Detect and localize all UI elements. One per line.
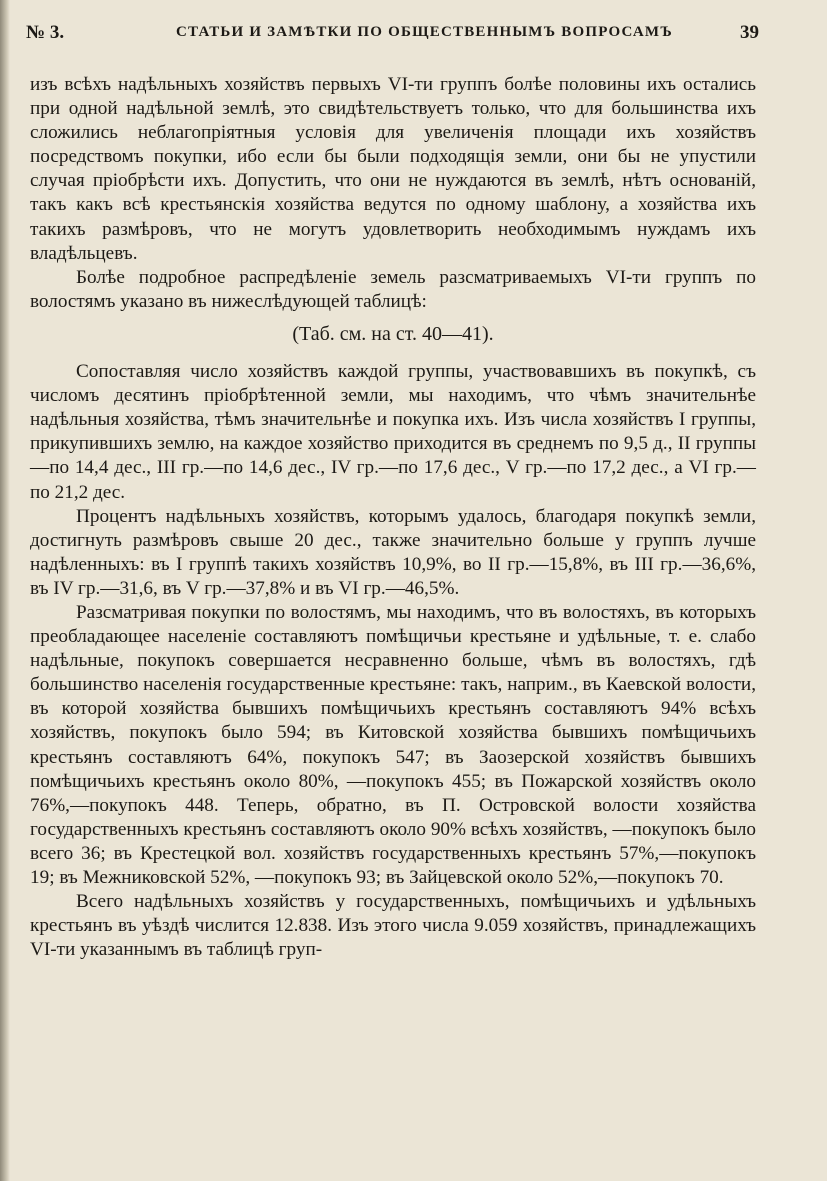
page-binding-edge (0, 0, 10, 1181)
body-text (30, 73, 756, 962)
paragraph: Всего надѣльныхъ хозяйствъ у государственныхъ, помѣщичьихъ и удѣльныхъ крестьянъ въ уѣздѣ числится 12.838. Изъ этого числа 9.059 хозяйствъ, принадлежащихъ VI-ти указаннымъ въ таблицѣ груп- (30, 891, 756, 961)
paragraph: изъ всѣхъ надѣльныхъ хозяйствъ первыхъ VI-ти группъ болѣе половины ихъ остались при одной надѣльной землѣ, это свидѣтельствуетъ только, что для большинства ихъ сложились неблагопріятныя условія для увеличенія площади ихъ хозяйствъ посредствомъ покупки, ибо если бы были подходящія земли, они бы не упустили случая пріобрѣсти ихъ. Допустить, что они не нуждаются въ землѣ, нѣтъ основаній, такъ какъ всѣ крестьянскія хозяйства ведутся по одному шаблону, а хозяйства ихъ такихъ размѣровъ, что не могутъ удовлетворить необходимымъ нуждамъ ихъ владѣльцевъ. (30, 74, 756, 264)
page-number: 39 (740, 22, 759, 43)
paragraph: Разсматривая покупки по волостямъ, мы находимъ, что въ волостяхъ, въ которыхъ преобладающее населеніе составляютъ помѣщичьи крестьяне и удѣльные, т. е. слабо надѣльные, покупокъ совершается несравненно больше, чѣмъ въ волостяхъ, гдѣ большинство населенія государственные крестьяне: такъ, наприм., въ Каевской волости, въ которой хозяйства бывшихъ помѣщичьихъ крестьянъ составляютъ 94% всѣхъ хозяйствъ, покупокъ было 594; въ Китовской хозяйства бывшихъ помѣщичьихъ крестьянъ составляютъ 64%, покупокъ 547; въ Заозерской хозяйствъ бывшихъ помѣщичьихъ крестьянъ около 80%, —покупокъ 455; въ Пожарской хозяйствъ около 76%,—покупокъ 448. Теперь, обратно, въ П. Островской волости хозяйства государственныхъ крестьянъ составляютъ около 90% всѣхъ хозяйствъ, —покупокъ было всего 36; въ Крестецкой вол. хозяйствъ государственныхъ крестьянъ 57%,—покупокъ 19; въ Межниковской 52%, —покупокъ 93; въ Зайцевской около 52%,—покупокъ 70. (30, 601, 756, 888)
paragraph: Сопоставляя число хозяйствъ каждой группы, участвовавшихъ въ покупкѣ, съ числомъ десятинъ пріобрѣтенной земли, мы находимъ, что чѣмъ значительнѣе надѣльныя хозяйства, тѣмъ значительнѣе и покупка ихъ. Изъ числа хозяйствъ I группы, прикупившихъ землю, на каждое хозяйство приходится въ среднемъ по 9,5 д., II группы—по 14,4 дес., III гр.—по 14,6 дес., IV гр.—по 17,6 дес., V гр.—по 17,2 дес., а VI гр.—по 21,2 дес. (30, 361, 756, 503)
running-header (26, 22, 759, 50)
paragraph: Процентъ надѣльныхъ хозяйствъ, которымъ удалось, благодаря покупкѣ земли, достигнуть размѣровъ свыше 20 дес., также значительно больше у группъ лучше надѣленныхъ: въ I группѣ такихъ хозяйствъ 10,9%, во II гр.—15,8%, въ III гр.—36,6%, въ IV гр.—31,6, въ V гр.—37,8% и въ VI гр.—46,5%. (30, 505, 756, 599)
running-title: СТАТЬИ И ЗАМѢТКИ ПО ОБЩЕСТВЕННЫМЪ ВОПРОСАМЪ (176, 24, 673, 40)
table-reference: (Таб. см. на ст. 40—41). (292, 322, 494, 345)
paragraph: Болѣе подробное распредѣленіе земель разсматриваемыхъ VI-ти группъ по волостямъ указано въ нижеслѣдующей таблицѣ: (30, 266, 756, 312)
issue-number: № 3. (26, 22, 65, 43)
